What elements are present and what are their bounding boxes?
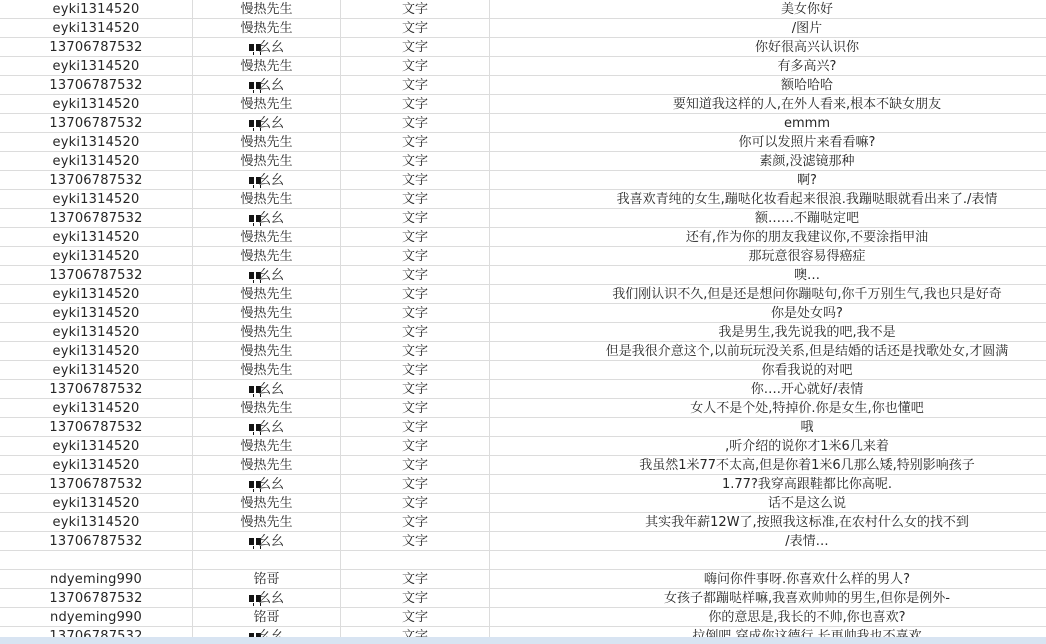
message-cell[interactable]: 我虽然1米77不太高,但是你着1米6几那么矮,特别影响孩子 <box>490 456 1046 475</box>
account-cell[interactable]: 13706787532 <box>0 475 193 494</box>
nickname-text: 慢热先生 <box>240 458 293 473</box>
nickname-text: 幺幺 <box>257 534 284 549</box>
message-type-cell[interactable]: 文字 <box>341 532 490 551</box>
message-type-cell[interactable]: 文字 <box>341 475 490 494</box>
nickname-text: 慢热先生 <box>240 230 293 245</box>
message-cell[interactable]: /表情… <box>490 532 1046 551</box>
account-cell[interactable]: eyki1314520 <box>0 342 193 361</box>
message-cell[interactable]: 额哈哈哈 <box>490 76 1046 95</box>
table-row <box>0 190 1046 209</box>
table-row <box>0 228 1046 247</box>
table-row <box>0 342 1046 361</box>
nickname-cell[interactable] <box>193 532 341 551</box>
message-cell[interactable]: 额……不蹦哒定吧 <box>490 209 1046 228</box>
table-row <box>0 171 1046 190</box>
message-type-cell[interactable]: 文字 <box>341 247 490 266</box>
nickname-cell[interactable] <box>193 171 341 190</box>
nickname-cell[interactable] <box>193 304 341 323</box>
nickname-text: 幺幺 <box>257 420 284 435</box>
nickname-cell[interactable] <box>193 114 341 133</box>
nickname-text: 幺幺 <box>257 78 284 93</box>
table-row <box>0 551 1046 570</box>
table-row <box>0 95 1046 114</box>
nickname-text: 铭哥 <box>253 572 280 587</box>
table-row <box>0 589 1046 608</box>
account-cell[interactable] <box>0 551 193 570</box>
message-cell[interactable]: 我喜欢青纯的女生,蹦哒化妆看起来很浪.我蹦哒眼就看出来了./表情 <box>490 190 1046 209</box>
nickname-text: 幺幺 <box>257 477 284 492</box>
message-type-cell[interactable]: 文字 <box>341 209 490 228</box>
table-row <box>0 570 1046 589</box>
message-type-cell[interactable]: 文字 <box>341 342 490 361</box>
nickname-text: 慢热先生 <box>240 363 293 378</box>
message-cell[interactable]: 美女你好 <box>490 0 1046 19</box>
nickname-text: 幺幺 <box>257 268 284 283</box>
account-cell[interactable]: 13706787532 <box>0 209 193 228</box>
account-cell[interactable]: eyki1314520 <box>0 494 193 513</box>
nickname-cell[interactable] <box>193 570 341 589</box>
nickname-text: 慢热先生 <box>240 439 293 454</box>
account-cell[interactable]: eyki1314520 <box>0 361 193 380</box>
nickname-cell[interactable] <box>193 95 341 114</box>
table-row <box>0 399 1046 418</box>
table-row <box>0 380 1046 399</box>
message-cell[interactable]: 噢… <box>490 266 1046 285</box>
message-cell[interactable]: 你好很高兴认识你 <box>490 38 1046 57</box>
nickname-text: 幺幺 <box>257 211 284 226</box>
message-cell[interactable]: 那玩意很容易得癌症 <box>490 247 1046 266</box>
nickname-text: 幺幺 <box>257 173 284 188</box>
nickname-cell[interactable] <box>193 19 341 38</box>
message-cell[interactable]: 女孩子都蹦哒样嘛,我喜欢帅帅的男生,但你是例外- <box>490 589 1046 608</box>
nickname-text: 慢热先生 <box>240 97 293 112</box>
account-cell[interactable]: eyki1314520 <box>0 228 193 247</box>
message-type-cell[interactable]: 文字 <box>341 608 490 627</box>
message-cell[interactable]: 女人不是个处,特掉价.你是女生,你也懂吧 <box>490 399 1046 418</box>
nickname-cell[interactable] <box>193 608 341 627</box>
nickname-text: 慢热先生 <box>240 59 293 74</box>
nickname-text: 慢热先生 <box>240 515 293 530</box>
message-type-cell[interactable]: 文字 <box>341 437 490 456</box>
account-cell[interactable]: 13706787532 <box>0 114 193 133</box>
message-cell[interactable]: 哦 <box>490 418 1046 437</box>
account-cell[interactable]: 13706787532 <box>0 76 193 95</box>
table-row <box>0 323 1046 342</box>
emoji-icon <box>249 424 254 431</box>
nickname-cell[interactable] <box>193 589 341 608</box>
message-type-cell[interactable]: 文字 <box>341 513 490 532</box>
account-cell[interactable]: 13706787532 <box>0 418 193 437</box>
table-row <box>0 532 1046 551</box>
nickname-text: 慢热先生 <box>240 287 293 302</box>
table-row <box>0 494 1046 513</box>
message-type-cell[interactable]: 文字 <box>341 380 490 399</box>
account-cell[interactable]: eyki1314520 <box>0 456 193 475</box>
emoji-icon <box>249 44 254 51</box>
account-cell[interactable]: 13706787532 <box>0 380 193 399</box>
message-type-cell[interactable]: 文字 <box>341 190 490 209</box>
message-type-cell[interactable]: 文字 <box>341 76 490 95</box>
message-type-cell[interactable]: 文字 <box>341 228 490 247</box>
nickname-text: 慢热先生 <box>240 306 293 321</box>
nickname-text: 慢热先生 <box>240 192 293 207</box>
message-cell[interactable]: 有多高兴? <box>490 57 1046 76</box>
table-row <box>0 209 1046 228</box>
emoji-icon <box>249 538 254 545</box>
message-type-cell[interactable] <box>341 551 490 570</box>
message-type-cell[interactable]: 文字 <box>341 304 490 323</box>
table-row <box>0 57 1046 76</box>
message-cell[interactable]: 你可以发照片来看看嘛? <box>490 133 1046 152</box>
message-type-cell[interactable]: 文字 <box>341 361 490 380</box>
emoji-icon <box>249 272 254 279</box>
message-type-cell[interactable]: 文字 <box>341 57 490 76</box>
nickname-cell[interactable] <box>193 513 341 532</box>
account-cell[interactable]: eyki1314520 <box>0 133 193 152</box>
table-row <box>0 266 1046 285</box>
nickname-text: 慢热先生 <box>240 496 293 511</box>
account-cell[interactable]: eyki1314520 <box>0 19 193 38</box>
nickname-text: 慢热先生 <box>240 135 293 150</box>
message-type-cell[interactable]: 文字 <box>341 19 490 38</box>
account-cell[interactable]: 13706787532 <box>0 171 193 190</box>
message-type-cell[interactable]: 文字 <box>341 418 490 437</box>
nickname-text: 慢热先生 <box>240 2 293 17</box>
nickname-cell[interactable] <box>193 399 341 418</box>
message-type-cell[interactable]: 文字 <box>341 323 490 342</box>
table-row <box>0 361 1046 380</box>
nickname-text: 慢热先生 <box>240 249 293 264</box>
account-cell[interactable]: eyki1314520 <box>0 323 193 342</box>
message-type-cell[interactable]: 文字 <box>341 285 490 304</box>
account-cell[interactable]: 13706787532 <box>0 532 193 551</box>
nickname-cell[interactable] <box>193 0 341 19</box>
account-cell[interactable]: 13706787532 <box>0 38 193 57</box>
account-cell[interactable]: eyki1314520 <box>0 513 193 532</box>
nickname-cell[interactable] <box>193 38 341 57</box>
nickname-cell[interactable] <box>193 266 341 285</box>
nickname-text: 慢热先生 <box>240 401 293 416</box>
table-row <box>0 76 1046 95</box>
table-row <box>0 456 1046 475</box>
emoji-icon <box>249 481 254 488</box>
table-row <box>0 152 1046 171</box>
table-row <box>0 513 1046 532</box>
account-cell[interactable]: eyki1314520 <box>0 95 193 114</box>
message-cell[interactable]: 要知道我这样的人,在外人看来,根本不缺女朋友 <box>490 95 1046 114</box>
nickname-cell[interactable] <box>193 323 341 342</box>
account-cell[interactable]: ndyeming990 <box>0 570 193 589</box>
message-type-cell[interactable]: 文字 <box>341 399 490 418</box>
table-row <box>0 114 1046 133</box>
message-cell[interactable]: 你看我说的对吧 <box>490 361 1046 380</box>
message-cell[interactable]: /图片 <box>490 19 1046 38</box>
nickname-cell[interactable] <box>193 285 341 304</box>
nickname-text: 幺幺 <box>257 591 284 606</box>
message-type-cell[interactable]: 文字 <box>341 456 490 475</box>
account-cell[interactable]: eyki1314520 <box>0 285 193 304</box>
account-cell[interactable]: eyki1314520 <box>0 304 193 323</box>
message-cell[interactable]: 嗨问你件事呀.你喜欢什么样的男人? <box>490 570 1046 589</box>
nickname-text: 慢热先生 <box>240 154 293 169</box>
table-row <box>0 247 1046 266</box>
nickname-cell[interactable] <box>193 247 341 266</box>
message-type-cell[interactable]: 文字 <box>341 266 490 285</box>
account-cell[interactable]: eyki1314520 <box>0 0 193 19</box>
account-cell[interactable]: eyki1314520 <box>0 190 193 209</box>
account-cell[interactable]: eyki1314520 <box>0 399 193 418</box>
message-cell[interactable]: 1.77?我穿高跟鞋都比你高呢. <box>490 475 1046 494</box>
nickname-cell[interactable] <box>193 380 341 399</box>
nickname-cell[interactable] <box>193 494 341 513</box>
message-cell[interactable]: 其实我年薪12W了,按照我这标准,在农村什么女的找不到 <box>490 513 1046 532</box>
table-row <box>0 38 1046 57</box>
account-cell[interactable]: eyki1314520 <box>0 57 193 76</box>
nickname-text: 幺幺 <box>257 382 284 397</box>
nickname-cell[interactable] <box>193 209 341 228</box>
message-type-cell[interactable]: 文字 <box>341 589 490 608</box>
nickname-cell[interactable] <box>193 456 341 475</box>
table-row <box>0 133 1046 152</box>
account-cell[interactable]: 13706787532 <box>0 266 193 285</box>
message-cell[interactable]: emmm <box>490 114 1046 133</box>
account-cell[interactable]: eyki1314520 <box>0 152 193 171</box>
emoji-icon <box>249 386 254 393</box>
message-type-cell[interactable]: 文字 <box>341 494 490 513</box>
account-cell[interactable]: 13706787532 <box>0 589 193 608</box>
table-row <box>0 437 1046 456</box>
emoji-icon <box>249 215 254 222</box>
nickname-cell[interactable] <box>193 342 341 361</box>
account-cell[interactable]: eyki1314520 <box>0 247 193 266</box>
nickname-cell[interactable] <box>193 475 341 494</box>
message-cell[interactable]: 你是处女吗? <box>490 304 1046 323</box>
table-row <box>0 285 1046 304</box>
nickname-text: 铭哥 <box>253 610 280 625</box>
nickname-text: 慢热先生 <box>240 344 293 359</box>
account-cell[interactable]: ndyeming990 <box>0 608 193 627</box>
account-cell[interactable]: eyki1314520 <box>0 437 193 456</box>
table-row <box>0 0 1046 19</box>
nickname-cell[interactable] <box>193 551 341 570</box>
nickname-cell[interactable] <box>193 437 341 456</box>
message-type-cell[interactable]: 文字 <box>341 95 490 114</box>
message-cell[interactable]: 我是男生,我先说我的吧,我不是 <box>490 323 1046 342</box>
table-row <box>0 475 1046 494</box>
message-cell[interactable]: 话不是这么说 <box>490 494 1046 513</box>
message-cell[interactable]: 你的意思是,我长的不帅,你也喜欢? <box>490 608 1046 627</box>
nickname-cell[interactable] <box>193 76 341 95</box>
nickname-text: 幺幺 <box>257 116 284 131</box>
table-row <box>0 304 1046 323</box>
message-type-cell[interactable]: 文字 <box>341 133 490 152</box>
message-cell[interactable]: 还有,作为你的朋友我建议你,不要涂指甲油 <box>490 228 1046 247</box>
message-cell[interactable]: 我们刚认识不久,但是还是想问你蹦哒句,你千万别生气,我也只是好奇 <box>490 285 1046 304</box>
nickname-cell[interactable] <box>193 57 341 76</box>
nickname-cell[interactable] <box>193 228 341 247</box>
message-cell[interactable]: 素颜,没滤镜那种 <box>490 152 1046 171</box>
table-row <box>0 418 1046 437</box>
message-type-cell[interactable]: 文字 <box>341 570 490 589</box>
table-row <box>0 19 1046 38</box>
message-cell[interactable]: ,听介绍的说你才1米6几来着 <box>490 437 1046 456</box>
message-cell[interactable]: 你….开心就好/表情 <box>490 380 1046 399</box>
nickname-text: 幺幺 <box>257 40 284 55</box>
message-type-cell[interactable]: 文字 <box>341 152 490 171</box>
nickname-cell[interactable] <box>193 190 341 209</box>
emoji-icon <box>249 177 254 184</box>
emoji-icon <box>249 595 254 602</box>
message-type-cell[interactable]: 文字 <box>341 171 490 190</box>
nickname-text: 慢热先生 <box>240 325 293 340</box>
message-type-cell[interactable]: 文字 <box>341 0 490 19</box>
bottom-edge-bar <box>0 637 1046 644</box>
message-cell[interactable]: 啊? <box>490 171 1046 190</box>
nickname-cell[interactable] <box>193 133 341 152</box>
nickname-cell[interactable] <box>193 418 341 437</box>
nickname-cell[interactable] <box>193 361 341 380</box>
message-type-cell[interactable]: 文字 <box>341 38 490 57</box>
nickname-cell[interactable] <box>193 152 341 171</box>
nickname-text: 慢热先生 <box>240 21 293 36</box>
message-type-cell[interactable]: 文字 <box>341 114 490 133</box>
message-cell[interactable]: 但是我很介意这个,以前玩玩没关系,但是结婚的话还是找歌处女,才圆满 <box>490 342 1046 361</box>
message-cell[interactable] <box>490 551 1046 570</box>
table-row <box>0 608 1046 627</box>
emoji-icon <box>249 120 254 127</box>
emoji-icon <box>249 82 254 89</box>
